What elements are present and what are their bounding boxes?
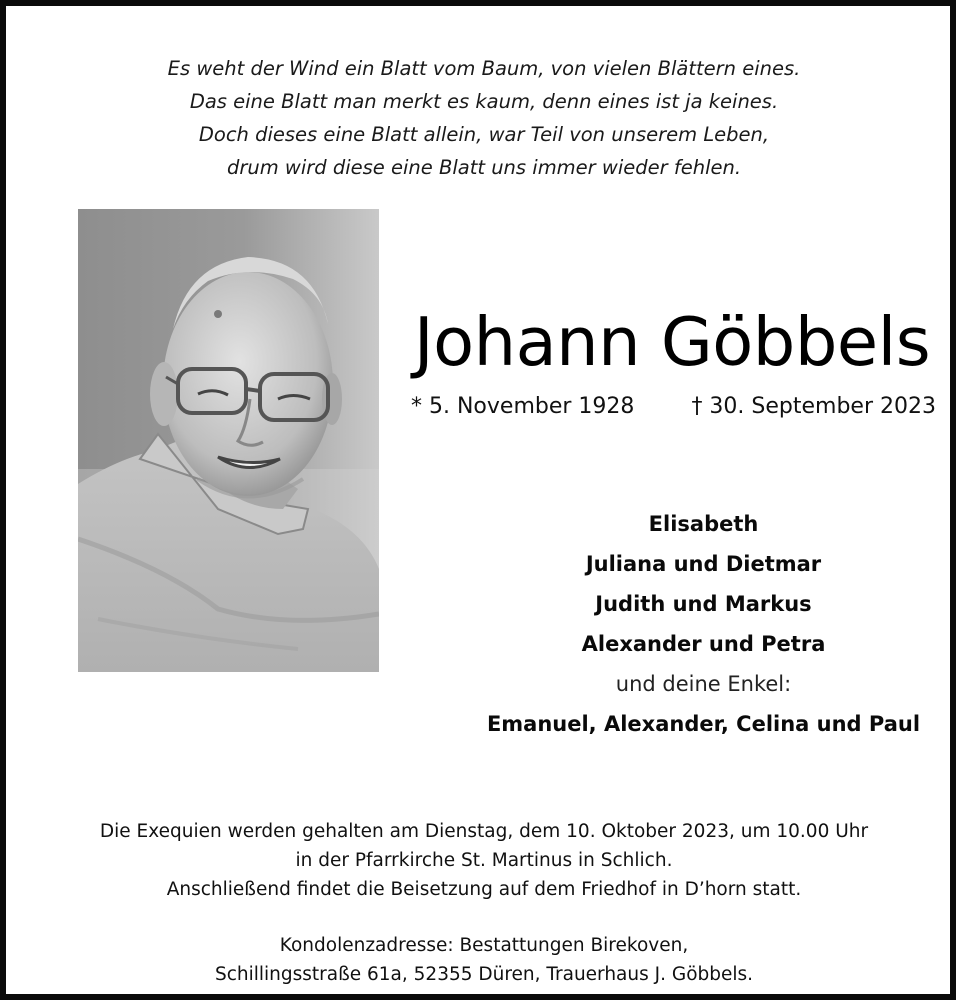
family-member: Elisabeth [648, 512, 759, 536]
service-line: in der Pfarrkirche St. Martinus in Schlich. [295, 850, 673, 871]
condolence-address [6, 931, 956, 989]
poem-line: drum wird diese eine Blatt uns immer wieder fehlen. [226, 156, 742, 179]
death-date: † 30. September 2023 [691, 394, 936, 419]
service-info [6, 817, 956, 904]
poem [6, 52, 956, 184]
family-member: Juliana und Dietmar [585, 552, 822, 576]
family-member: Alexander und Petra [581, 632, 826, 656]
family-list [461, 504, 946, 744]
grandchildren-names: Emanuel, Alexander, Celina und Paul [486, 712, 921, 736]
grandchildren-intro: und deine Enkel: [615, 672, 792, 696]
life-dates [411, 392, 936, 422]
family-member: Judith und Markus [595, 592, 812, 616]
service-line: Anschließend findet die Beisetzung auf dem Friedhof in D’horn statt. [166, 879, 802, 900]
condolence-line: Schillingsstraße 61a, 52355 Düren, Trauerhaus J. Göbbels. [214, 964, 754, 985]
poem-line: Das eine Blatt man merkt es kaum, denn eines ist ja keines. [189, 90, 779, 113]
poem-line: Es weht der Wind ein Blatt vom Baum, von vielen Blättern eines. [167, 57, 801, 80]
portrait-photo [78, 209, 379, 672]
deceased-name: Johann Göbbels [413, 303, 931, 381]
poem-line: Doch dieses eine Blatt allein, war Teil von unserem Leben, [198, 123, 770, 146]
service-line: Die Exequien werden gehalten am Dienstag, dem 10. Oktober 2023, um 10.00 Uhr [99, 821, 869, 842]
condolence-line: Kondolenzadresse: Bestattungen Birekoven, [279, 935, 689, 956]
birth-date: * 5. November 1928 [411, 394, 635, 419]
